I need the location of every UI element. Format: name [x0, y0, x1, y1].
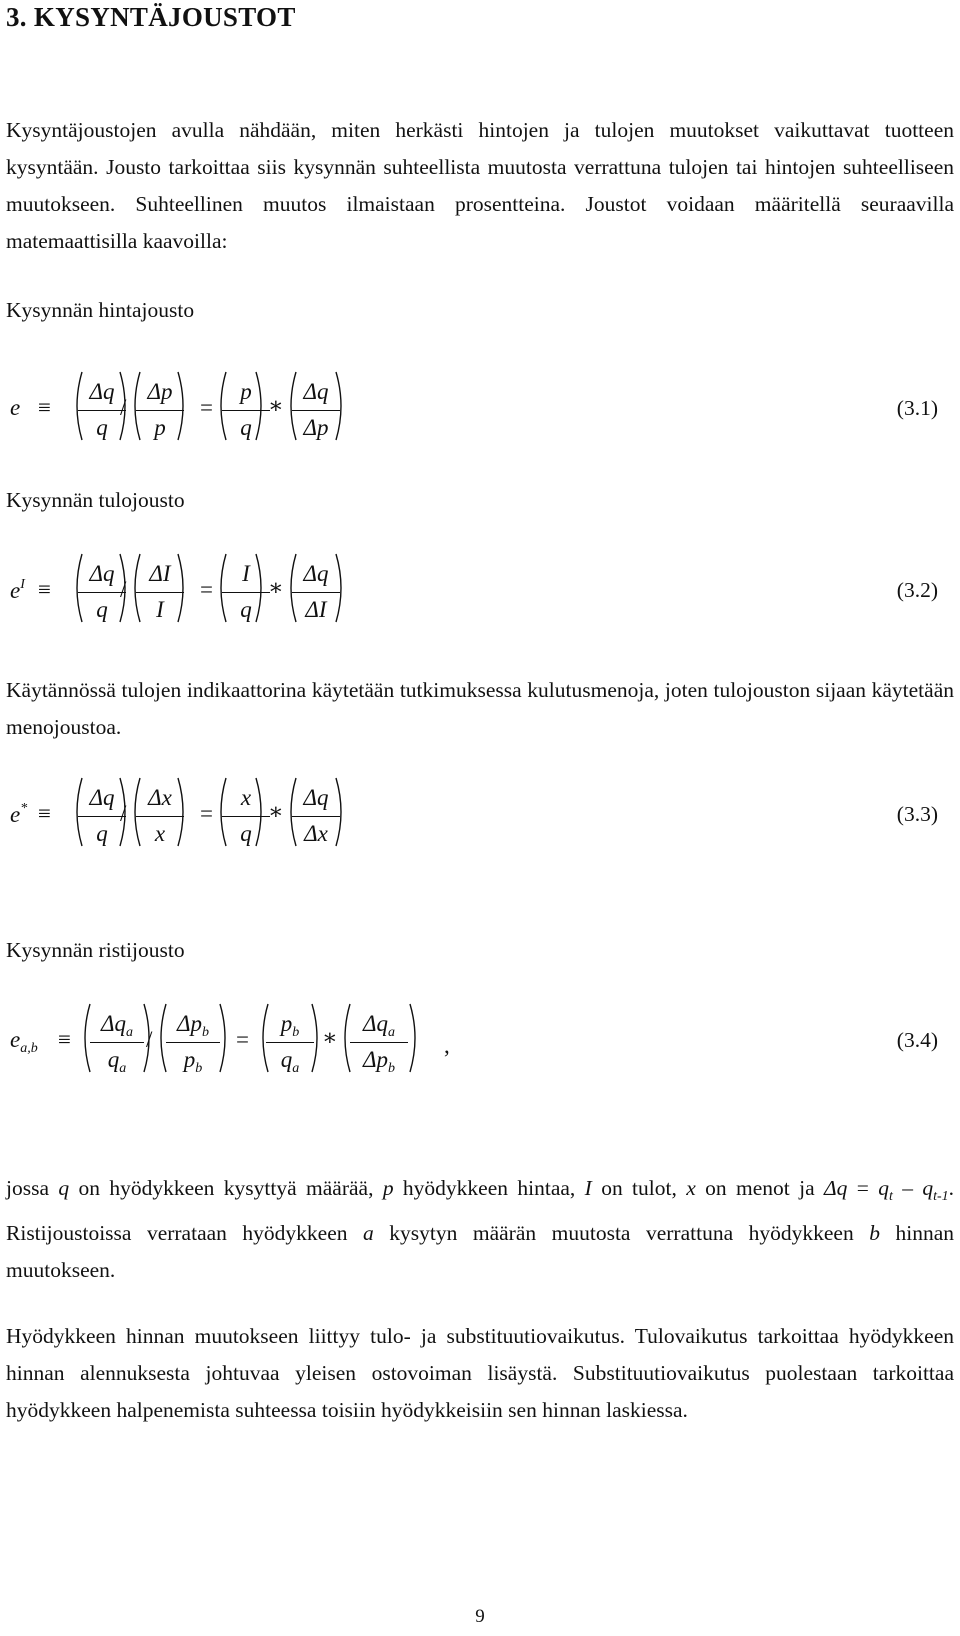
chapter-heading: 3. KYSYNTÄJOUSTOT — [6, 2, 296, 32]
eq-lhs: $e^I$ — [10, 577, 25, 603]
right-paren — [334, 370, 348, 442]
equals-sign: = — [236, 1027, 249, 1052]
price-elasticity-label: Kysynnän hintajousto — [6, 298, 195, 322]
multiply-sign: ∗ — [268, 393, 284, 418]
multiply-sign: ∗ — [268, 575, 284, 600]
right-paren — [254, 552, 268, 624]
equation-number: (3.4) — [896, 1028, 938, 1052]
intro-paragraph: Kysyntäjoustojen avulla nähdään, miten herkästi hintojen ja tulojen muutokset vaikuttavat tuotteen kysyntään. Jousto tarkoittaa siis kysynnän suhteellista muutosta verrattuna tulojen tai hintojen suhteelliseen muutokseen. Suhteellinen muutos ilmaistaan prosentteina. Joustot voidaan määritellä seuraavilla matemaattisilla kaavoilla: — [6, 118, 954, 253]
equation-number: (3.1) — [896, 396, 938, 420]
multiply-sign: ∗ — [322, 1025, 338, 1050]
practice-paragraph: Käytännössä tulojen indikaattorina käytetään tutkimuksessa kulutusmenoja, joten tulojouston sijaan käytetään menojoustoa. — [6, 678, 954, 739]
identity-sign: ≡ — [58, 1027, 71, 1052]
equals-sign: = — [200, 577, 213, 602]
eq-lhs: e — [10, 395, 21, 420]
right-paren — [334, 776, 348, 848]
document-page: 3. KYSYNTÄJOUSTOT Kysyntäjoustojen avulla nähdään, miten herkästi hintojen ja tulojen muutokset vaikuttavat tuotteen kysyntään. Jousto tarkoittaa siis kysynnän suhteellista muutosta verrattuna tulojen tai hintojen suhteelliseen muutokseen. Suhteellinen muutos ilmaistaan prosentteina. Joustot voidaan määritellä seuraavilla matemaattisilla kaavoilla: Kysynnän hintajousto e ≡ Δq q / Δp p = p q ∗ Δq Δp (3.1) Kysynnän tulojousto $e^I$ ≡ Δq q / ΔI I = I q ∗ Δq ΔI (3.2) Käytännössä tulojen indikaattorina käytetään tutkimuksessa kulutusmenoja, joten tulojouston sijaan käytetään menojoustoa. e* ≡ Δq q / Δx x = x q ∗ Δq Δx (3.3) Kysynnän ristijousto $e_{a,b}$ ≡ $\Delta q_a$ $q_a$ / $\Delta p_b$ $p_b$ = $p_b$ $q_a$ ∗ $\Delta q_a$ $\Delta p_b$ , (3.4) jossa q on hyödykkeen kysyttyä määrää, p hyödykkeen hintaa, I on tulot, x on menot ja $\Delta q = q_t - q_{t-1}$. Ristijoustoissa verrataan hyödykkeen a kysytyn määrän muutosta verrattuna hyödykkeen b hinnan muutokseen. Hyödykkeen hinnan muutokseen liittyy tulo- ja substituutiovaikutus. Tulovaikutus tarkoittaa hyödykkeen hinnan alennuksesta johtuvaa yleisen ostovoiman lisäystä. Substituutiovaikutus puolestaan tarkoittaa hyödykkeen halpenemista suhteessa toisiin hyödykkeisiin sen hinnan laskiessa. 9 — [0, 0, 960, 1636]
income-elasticity-label: Kysynnän tulojousto — [6, 488, 185, 512]
identity-sign: ≡ — [38, 577, 51, 602]
slash-sign: / — [120, 577, 127, 602]
slash-sign: / — [146, 1027, 153, 1052]
right-paren — [408, 1002, 422, 1074]
right-paren — [218, 1002, 232, 1074]
identity-sign: ≡ — [38, 801, 51, 826]
cross-elasticity-label: Kysynnän ristijousto — [6, 938, 185, 962]
equation-number: (3.3) — [896, 802, 938, 826]
equals-sign: = — [200, 801, 213, 826]
equation-number: (3.2) — [896, 578, 938, 602]
effects-paragraph: Hyödykkeen hinnan muutokseen liittyy tulo- ja substituutiovaikutus. Tulovaikutus tarkoittaa hyödykkeen hinnan alennuksesta johtuvaa yleisen ostovoiman lisäystä. Substituutiovaikutus puolestaan tarkoittaa hyödykkeen halpenemista suhteessa toisiin hyödykkeisiin sen hinnan laskiessa. — [6, 1324, 954, 1422]
page-number: 9 — [475, 1606, 485, 1627]
multiply-sign: ∗ — [268, 799, 284, 824]
equals-sign: = — [200, 395, 213, 420]
slash-sign: / — [120, 395, 127, 420]
identity-sign: ≡ — [38, 395, 51, 420]
eq-lhs: $e_{a,b}$ — [10, 1027, 38, 1056]
right-paren — [334, 552, 348, 624]
right-paren — [176, 370, 190, 442]
eq-lhs: e* — [10, 801, 28, 827]
slash-sign: / — [120, 801, 127, 826]
right-paren — [254, 370, 268, 442]
right-paren — [254, 776, 268, 848]
trailing-comma: , — [444, 1033, 450, 1058]
right-paren — [176, 776, 190, 848]
right-paren — [176, 552, 190, 624]
definitions-paragraph: jossa q on hyödykkeen kysyttyä määrää, p hyödykkeen hintaa, I on tulot, x on menot ja $\Delta q = q_t - q_{t-1}$. Ristijoustoissa verrataan hyödykkeen a kysytyn määrän muutosta verrattuna hyödykkeen b hinnan muutokseen. — [6, 1176, 955, 1282]
